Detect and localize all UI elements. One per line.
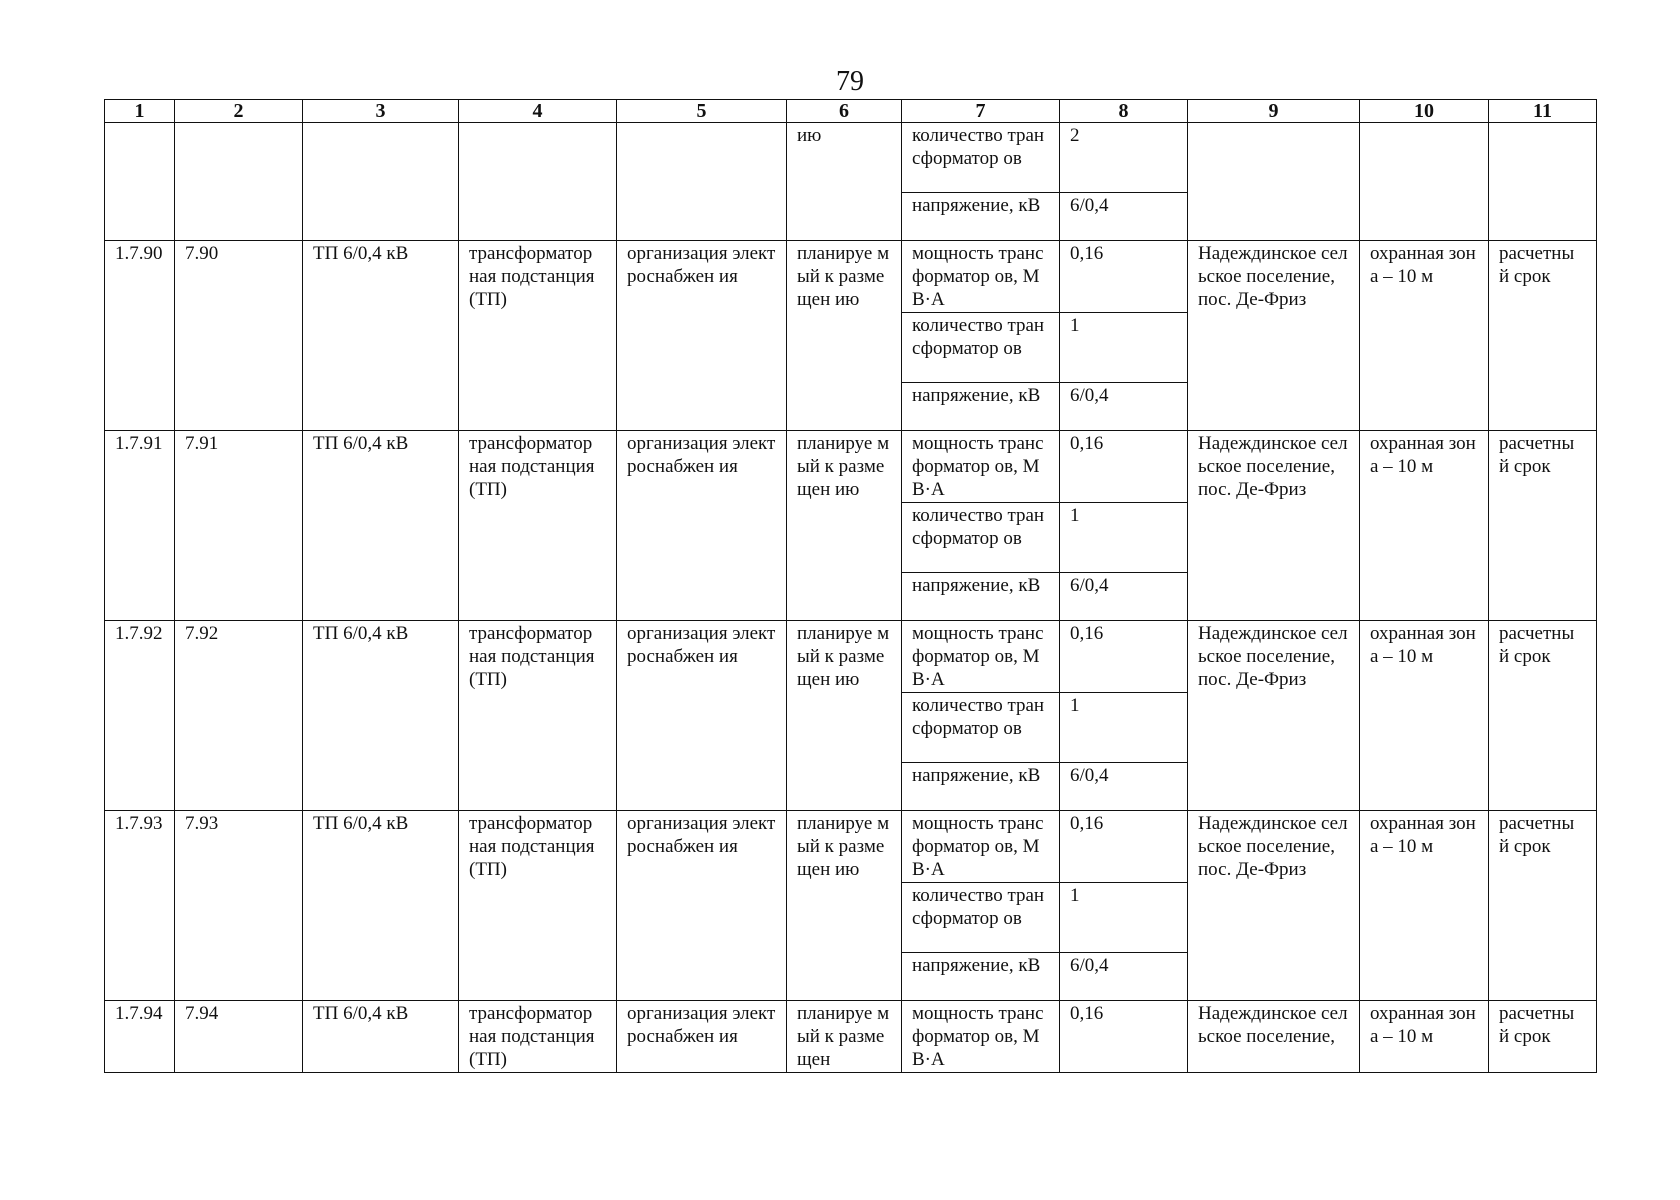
param-name: мощность трансформатор ов, МВ·А <box>902 1001 1060 1073</box>
param-name: количество трансформатор ов <box>902 313 1060 383</box>
cell-status: планируе мый к размещен ию <box>787 241 902 431</box>
param-value: 6/0,4 <box>1060 573 1188 621</box>
param-value: 0,16 <box>1060 241 1188 313</box>
cell-type: трансформатор ная подстанция (ТП) <box>459 811 617 1001</box>
param-name: количество трансформатор ов <box>902 503 1060 573</box>
param-name: количество трансформатор ов <box>902 883 1060 953</box>
cell-location: Надеждинское сельское поселение, пос. Де-Фриз <box>1188 621 1360 811</box>
cell-code: 7.92 <box>175 621 303 811</box>
cell-zone: охранная зона – 10 м <box>1360 431 1489 621</box>
param-name: напряжение, кВ <box>902 193 1060 241</box>
param-value: 6/0,4 <box>1060 193 1188 241</box>
cell-term: расчетны й срок <box>1489 811 1597 1001</box>
cell-purpose: организация электроснабжен ия <box>617 811 787 1001</box>
param-name: мощность трансформатор ов, МВ·А <box>902 621 1060 693</box>
param-name: мощность трансформатор ов, МВ·А <box>902 431 1060 503</box>
param-value: 6/0,4 <box>1060 953 1188 1001</box>
param-name: количество трансформатор ов <box>902 693 1060 763</box>
param-value: 2 <box>1060 123 1188 193</box>
column-header: 7 <box>902 100 1060 123</box>
cell-code: 7.90 <box>175 241 303 431</box>
column-header: 8 <box>1060 100 1188 123</box>
cell-status: планируе мый к размещен ию <box>787 811 902 1001</box>
table-row <box>105 621 1597 693</box>
cell-purpose: организация электроснабжен ия <box>617 431 787 621</box>
cell-code <box>175 123 303 241</box>
cell-type: трансформатор ная подстанция (ТП) <box>459 431 617 621</box>
param-value: 6/0,4 <box>1060 763 1188 811</box>
cell-term: расчетны й срок <box>1489 1001 1597 1073</box>
cell-code: 7.91 <box>175 431 303 621</box>
param-name: мощность трансформатор ов, МВ·А <box>902 811 1060 883</box>
cell-number <box>105 123 175 241</box>
cell-location: Надеждинское сельское поселение, пос. Де-Фриз <box>1188 811 1360 1001</box>
cell-name: ТП 6/0,4 кВ <box>303 1001 459 1073</box>
cell-name: ТП 6/0,4 кВ <box>303 811 459 1001</box>
param-name: количество трансформатор ов <box>902 123 1060 193</box>
cell-type: трансформатор ная подстанция (ТП) <box>459 621 617 811</box>
cell-location: Надеждинское сельское поселение, пос. Де-Фриз <box>1188 241 1360 431</box>
cell-term: расчетны й срок <box>1489 431 1597 621</box>
cell-name: ТП 6/0,4 кВ <box>303 431 459 621</box>
cell-name <box>303 123 459 241</box>
param-name: напряжение, кВ <box>902 573 1060 621</box>
cell-number: 1.7.91 <box>105 431 175 621</box>
cell-status: планируе мый к размещен <box>787 1001 902 1073</box>
cell-purpose: организация электроснабжен ия <box>617 621 787 811</box>
table-row <box>105 811 1597 883</box>
param-value: 6/0,4 <box>1060 383 1188 431</box>
param-value: 0,16 <box>1060 811 1188 883</box>
cell-zone <box>1360 123 1489 241</box>
cell-code: 7.93 <box>175 811 303 1001</box>
param-value: 1 <box>1060 313 1188 383</box>
cell-number: 1.7.90 <box>105 241 175 431</box>
cell-type: трансформатор ная подстанция (ТП) <box>459 241 617 431</box>
cell-zone: охранная зона – 10 м <box>1360 621 1489 811</box>
param-name: напряжение, кВ <box>902 383 1060 431</box>
cell-term: расчетны й срок <box>1489 241 1597 431</box>
table-header <box>105 100 1597 123</box>
page-number: 79 <box>836 66 864 97</box>
cell-name: ТП 6/0,4 кВ <box>303 241 459 431</box>
column-header: 1 <box>105 100 175 123</box>
cell-type <box>459 123 617 241</box>
column-header: 6 <box>787 100 902 123</box>
column-header: 2 <box>175 100 303 123</box>
table-row <box>105 431 1597 503</box>
column-header: 9 <box>1188 100 1360 123</box>
cell-purpose: организация электроснабжен ия <box>617 241 787 431</box>
column-header: 10 <box>1360 100 1489 123</box>
facilities-table <box>104 99 1597 1073</box>
table-row <box>105 123 1597 193</box>
param-value: 1 <box>1060 883 1188 953</box>
cell-zone: охранная зона – 10 м <box>1360 811 1489 1001</box>
cell-purpose <box>617 123 787 241</box>
param-value: 1 <box>1060 693 1188 763</box>
cell-number: 1.7.93 <box>105 811 175 1001</box>
param-value: 0,16 <box>1060 621 1188 693</box>
cell-number: 1.7.92 <box>105 621 175 811</box>
cell-location: Надеждинское сельское поселение, <box>1188 1001 1360 1073</box>
column-header: 4 <box>459 100 617 123</box>
cell-term <box>1489 123 1597 241</box>
cell-location: Надеждинское сельское поселение, пос. Де-Фриз <box>1188 431 1360 621</box>
table-body <box>105 123 1597 1073</box>
cell-name: ТП 6/0,4 кВ <box>303 621 459 811</box>
param-value: 0,16 <box>1060 1001 1188 1073</box>
param-value: 0,16 <box>1060 431 1188 503</box>
header-row <box>105 100 1597 123</box>
table-row <box>105 241 1597 313</box>
cell-status: планируе мый к размещен ию <box>787 621 902 811</box>
param-name: мощность трансформатор ов, МВ·А <box>902 241 1060 313</box>
cell-zone: охранная зона – 10 м <box>1360 1001 1489 1073</box>
cell-type: трансформатор ная подстанция (ТП) <box>459 1001 617 1073</box>
column-header: 11 <box>1489 100 1597 123</box>
cell-number: 1.7.94 <box>105 1001 175 1073</box>
param-name: напряжение, кВ <box>902 763 1060 811</box>
cell-term: расчетны й срок <box>1489 621 1597 811</box>
cell-code: 7.94 <box>175 1001 303 1073</box>
column-header: 5 <box>617 100 787 123</box>
param-name: напряжение, кВ <box>902 953 1060 1001</box>
column-header: 3 <box>303 100 459 123</box>
table-row <box>105 1001 1597 1073</box>
cell-zone: охранная зона – 10 м <box>1360 241 1489 431</box>
cell-status: планируе мый к размещен ию <box>787 431 902 621</box>
cell-purpose: организация электроснабжен ия <box>617 1001 787 1073</box>
cell-status: ию <box>787 123 902 241</box>
param-value: 1 <box>1060 503 1188 573</box>
cell-location <box>1188 123 1360 241</box>
